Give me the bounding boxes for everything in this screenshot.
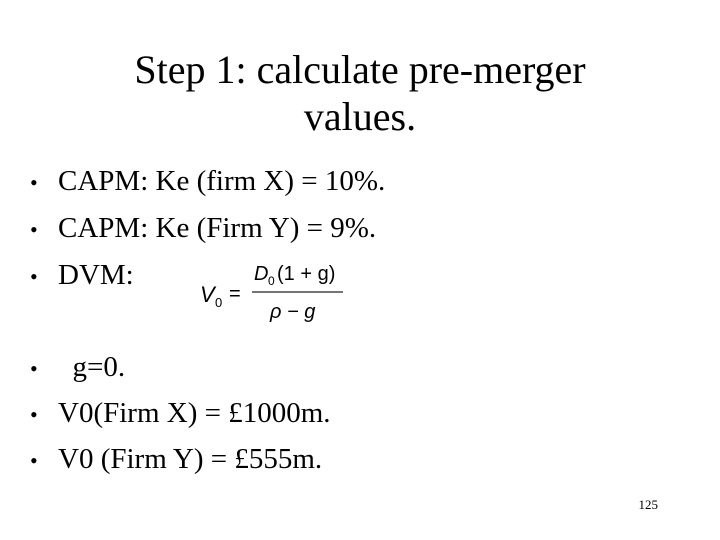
- bullet-text: CAPM: Ke (firm X) = 10%.: [58, 165, 386, 197]
- formula-numerator-subscript: 0: [268, 274, 275, 288]
- bullet-text: V0(Firm X) = £1000m.: [58, 397, 331, 429]
- bullet-text: DVM:: [58, 259, 134, 291]
- formula-lhs-subscript: 0: [215, 295, 223, 310]
- page-number: 125: [638, 497, 658, 512]
- formula-numerator-rest: (1 + g): [277, 263, 336, 285]
- title-line-2: values.: [303, 94, 417, 139]
- bullet-text: g=0.: [58, 351, 126, 383]
- bullet-dot: •: [30, 170, 38, 195]
- bullet-item: [30, 258, 134, 294]
- formula-equals: =: [229, 283, 241, 305]
- bullet-item: [30, 164, 385, 200]
- bullet-dot: •: [30, 356, 38, 381]
- bullet-dot: •: [30, 402, 38, 427]
- title-line-1: Step 1: calculate pre-merger: [134, 47, 586, 92]
- bullet-text: CAPM: Ke (Firm Y) = 9%.: [58, 212, 377, 244]
- bullet-item: [30, 442, 322, 478]
- slide-title: [60, 46, 660, 140]
- bullet-item: [30, 211, 376, 247]
- bullet-item: [30, 396, 331, 432]
- bullet-dot: •: [30, 217, 38, 242]
- formula-numerator-d: D: [254, 263, 269, 285]
- dvm-formula: [200, 258, 360, 330]
- bullet-dot: •: [30, 448, 38, 473]
- formula-denominator: ρ − g: [270, 301, 316, 323]
- formula-lhs: V: [200, 282, 215, 307]
- bullet-dot: •: [30, 264, 38, 289]
- bullet-item: [30, 350, 125, 386]
- bullet-text: V0 (Firm Y) = £555m.: [58, 443, 323, 475]
